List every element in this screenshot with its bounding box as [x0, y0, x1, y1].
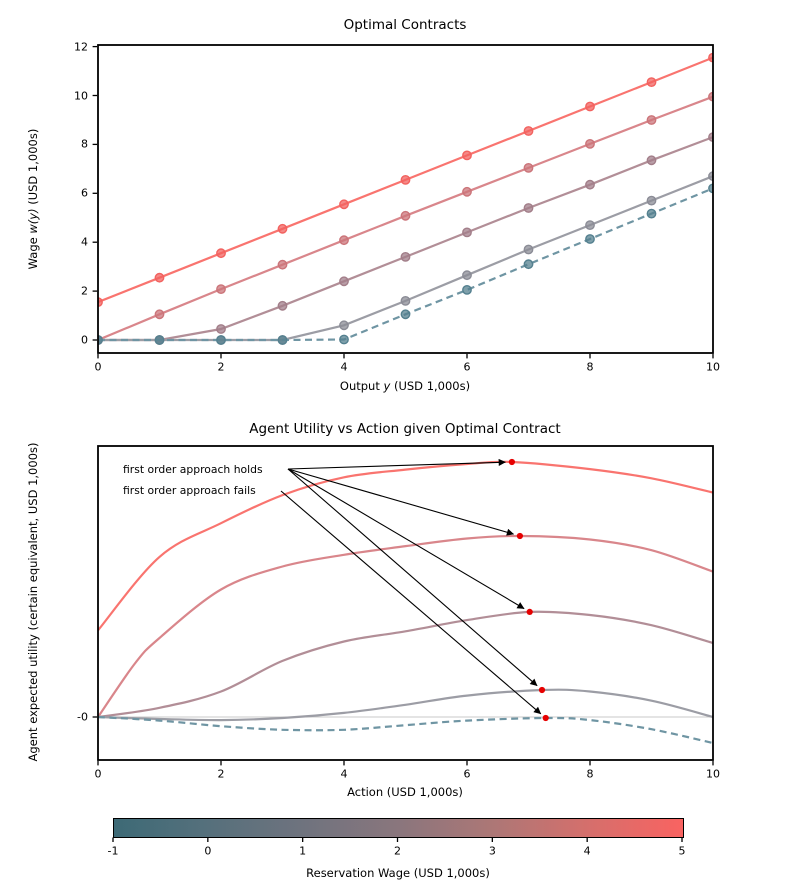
bottom-x-tick-label-2: 2	[217, 767, 225, 781]
top-x-tick-label-6: 6	[463, 360, 471, 374]
marker-contract-reservation-wage-3.5-x9	[647, 116, 655, 124]
marker-contract-reservation-wage-5-x8	[586, 102, 594, 110]
utility-curve-utility-reservation-wage-0.5	[98, 690, 713, 720]
optimum-dot-4	[543, 715, 549, 721]
marker-contract-reservation-wage-0.5-x9	[647, 196, 655, 204]
marker-contract-reservation-wage--1-x4	[340, 335, 348, 343]
marker-contract-reservation-wage-3.5-x1	[155, 310, 163, 318]
marker-contract-reservation-wage-5-x3	[278, 225, 286, 233]
marker-contract-reservation-wage--1-x2	[217, 336, 225, 344]
marker-contract-reservation-wage-2-x7	[524, 204, 532, 212]
marker-contract-reservation-wage-3.5-x3	[278, 261, 286, 269]
bottom-y-axis-label	[26, 443, 40, 762]
marker-contract-reservation-wage-0.5-x4	[340, 321, 348, 329]
marker-contract-reservation-wage-2-x9	[647, 156, 655, 164]
marker-contract-reservation-wage--1-x5	[401, 310, 409, 318]
reservation-wage-colorbar	[113, 818, 684, 838]
optimum-dot-1	[517, 533, 523, 539]
marker-contract-reservation-wage-5-x7	[524, 127, 532, 135]
colorbar-tick-label-0: 0	[204, 844, 212, 858]
utility-curve-utility-reservation-wage-2	[98, 612, 713, 717]
bottom-chart-title: Agent Utility vs Action given Optimal Contract	[249, 421, 561, 437]
bottom-x-tick-label-8: 8	[586, 767, 594, 781]
marker-contract-reservation-wage-2-x2	[217, 325, 225, 333]
marker-contract-reservation-wage-2-x5	[401, 253, 409, 261]
marker-contract-reservation-wage-2-x4	[340, 277, 348, 285]
annotation-foa-holds: first order approach holds	[123, 463, 263, 476]
arrow-to-optimum-2	[288, 469, 524, 609]
marker-contract-reservation-wage--1-x1	[155, 336, 163, 344]
colorbar-tick-label-4: 4	[583, 844, 591, 858]
top-x-tick-label-2: 2	[217, 360, 225, 374]
marker-contract-reservation-wage-5-x1	[155, 274, 163, 282]
top-x-tick-label-8: 8	[586, 360, 594, 374]
marker-contract-reservation-wage-2-x6	[463, 228, 471, 236]
marker-contract-reservation-wage-0.5-x5	[401, 297, 409, 305]
arrow-to-optimum-4	[281, 491, 541, 714]
marker-contract-reservation-wage--1-x9	[647, 209, 655, 217]
marker-contract-reservation-wage-3.5-x6	[463, 188, 471, 196]
top-chart-title: Optimal Contracts	[343, 17, 467, 33]
colorbar-tick-label--1: -1	[107, 844, 119, 858]
marker-contract-reservation-wage--1-x6	[463, 286, 471, 294]
marker-contract-reservation-wage-5-x2	[217, 249, 225, 257]
top-y-tick-label-6: 6	[81, 186, 88, 200]
marker-contract-reservation-wage-0.5-x7	[524, 245, 532, 253]
top-y-tick-label-12: 12	[74, 40, 88, 54]
top-y-tick-label-0: 0	[81, 333, 88, 347]
top-x-tick-label-4: 4	[340, 360, 348, 374]
bottom-y-axis-label-part: Agent expected utility (certain equivalent, USD 1,000s)	[26, 442, 40, 762]
arrow-to-optimum-0	[288, 462, 505, 469]
arrow-to-optimum-3	[288, 469, 537, 686]
top-x-tick-label-10: 10	[706, 360, 720, 374]
marker-contract-reservation-wage-3.5-x7	[524, 164, 532, 172]
marker-contract-reservation-wage--1-x8	[586, 235, 594, 243]
top-plot-frame	[98, 45, 713, 353]
top-x-axis-label-math: y	[383, 379, 391, 393]
top-y-tick-label-4: 4	[81, 235, 88, 249]
top-y-axis-label-math: w(y)	[26, 208, 40, 234]
colorbar-tick-label-5: 5	[678, 844, 686, 858]
optimum-dot-2	[527, 609, 533, 615]
marker-contract-reservation-wage--1-x7	[524, 260, 532, 268]
top-y-tick-label-10: 10	[74, 89, 88, 102]
marker-contract-reservation-wage-0.5-x6	[463, 271, 471, 279]
marker-contract-reservation-wage-2-x8	[586, 181, 594, 189]
bottom-x-axis-label-part: Action (USD 1,000s)	[347, 785, 463, 799]
colorbar-tick-label-1: 1	[299, 844, 307, 858]
marker-contract-reservation-wage-5-x5	[401, 176, 409, 184]
colorbar-label: Reservation Wage (USD 1,000s)	[306, 866, 490, 880]
colorbar-tick-label-2: 2	[394, 844, 401, 858]
marker-contract-reservation-wage--1-x3	[278, 336, 286, 344]
arrow-to-optimum-1	[288, 469, 514, 534]
bottom-x-tick-label-10: 10	[706, 767, 720, 781]
tick-marks	[93, 47, 713, 842]
top-plot-area	[94, 53, 717, 344]
top-x-tick-label-0: 0	[94, 360, 102, 374]
top-x-axis-label-part: Output	[339, 379, 384, 393]
top-x-axis-label	[340, 379, 470, 393]
marker-contract-reservation-wage-5-x9	[647, 78, 655, 86]
top-y-axis-label-part: Wage	[26, 233, 40, 270]
marker-contract-reservation-wage-0.5-x8	[586, 221, 594, 229]
top-x-axis-label-part: (USD 1,000s)	[390, 379, 471, 393]
annotation-arrows	[281, 459, 549, 721]
bottom-x-axis-label	[347, 785, 463, 799]
bottom-x-tick-label-6: 6	[463, 767, 471, 781]
utility-curve-utility-reservation-wage-3.5	[98, 536, 713, 717]
marker-contract-reservation-wage-3.5-x2	[217, 285, 225, 293]
top-y-tick-label-8: 8	[81, 137, 88, 151]
top-y-axis-label	[26, 129, 40, 270]
colorbar-tick-label-3: 3	[488, 844, 496, 858]
bottom-y-tick-label--0: -0	[77, 710, 88, 724]
marker-contract-reservation-wage-3.5-x4	[340, 236, 348, 244]
marker-contract-reservation-wage-3.5-x8	[586, 140, 594, 148]
optimum-dot-0	[509, 459, 515, 465]
bottom-x-tick-label-4: 4	[340, 767, 348, 781]
top-y-tick-label-2: 2	[81, 284, 88, 298]
marker-contract-reservation-wage-2-x3	[278, 302, 286, 310]
utility-curve-utility-reservation-wage--1	[98, 717, 713, 743]
top-y-axis-label-part: (USD 1,000s)	[26, 128, 40, 209]
optimum-dot-3	[539, 687, 545, 693]
marker-contract-reservation-wage-5-x4	[340, 200, 348, 208]
marker-contract-reservation-wage-3.5-x5	[401, 212, 409, 220]
bottom-x-tick-label-0: 0	[94, 767, 102, 781]
annotation-foa-fails: first order approach fails	[123, 484, 256, 497]
bottom-plot-area	[98, 462, 713, 743]
marker-contract-reservation-wage-5-x6	[463, 151, 471, 159]
